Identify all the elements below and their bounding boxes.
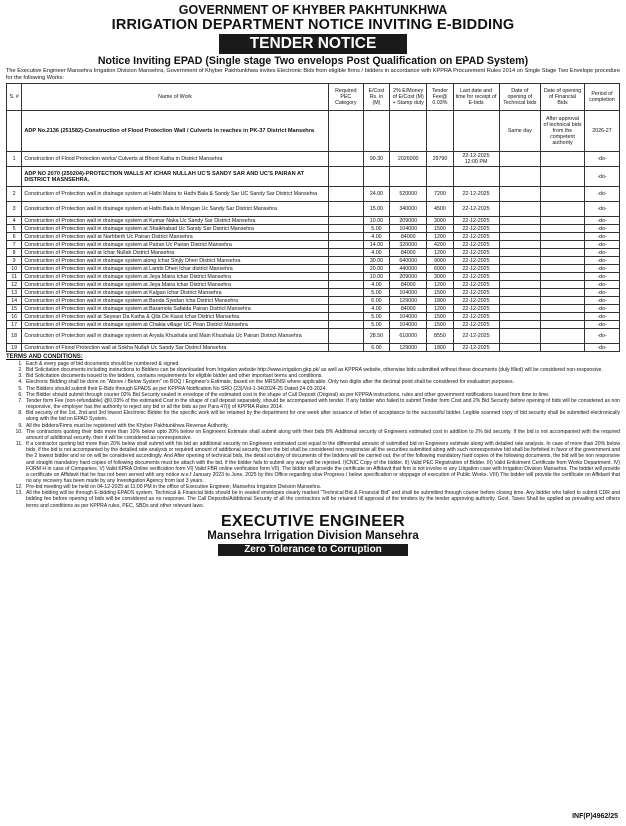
zero-tolerance-banner: Zero Tolerance to Corruption: [218, 544, 408, 556]
column-header: 2% E/Money of E/Cost (M) + Stamp duty: [390, 84, 427, 111]
column-header: Last date and time for receipt of E-bids: [453, 84, 499, 111]
tender-table: [6, 83, 620, 352]
table-header-row: [7, 84, 620, 111]
column-header: Date of opening of Technical bids: [499, 84, 541, 111]
signatory-title: EXECUTIVE ENGINEER: [220, 512, 406, 530]
column-header: Date of opening of Financial Bids: [541, 84, 585, 111]
intro-paragraph: The Executive Engineer Mansehra Irrigation Division Mansehra, Government of Khyber Pakhtunkhwa invites Electronic Bids from eligible firms / bidders in accordance with KPPRA Procurement Rules 2014 on Single Stage Two Envelope procedure for the following Works:: [6, 68, 620, 81]
table-row: 2 Construction of Protection wall in drainage system at Hathi Maira to Hathi Bala & Sandy Sar UC Sandy Sar District Mansehra 24.00 520000 7200 22-12-2025 -do-: [7, 187, 620, 202]
term-item: 9. All the bidders/Firms must be registered with the Khyber Pakhtunkhwa Revenue Authority.: [24, 423, 620, 429]
term-item: 5. The Bidders should submit their E-Bids through EPADS as per KPPRA Notification No SRO (23)/Vol-1-34/2024-25 Dated 24-03-2024.: [24, 386, 620, 392]
table-row: 18 Construction of Protection wall in drainage system at Aryala Khushala and Main Khushala Uc Pairan District Mansehra 28.50 610000 8550 22-12-2025 -do-: [7, 329, 620, 344]
adp-2070-row: ADP NO 2070 (250204)-PROTECTION WALLS AT ICHAR NULLAH UC'S SANDY SAR AND UC'S PAIRAN AT DISTRICT MASNSEHRA. -do-: [7, 167, 620, 187]
column-header: S. #: [7, 84, 22, 111]
completion-period: 2026-27: [584, 111, 619, 152]
table-row: 3 Construction of Protection wall in drainage system at Hathi Bala to Mongan Uc Sandy Sar District Mansehra 15.00 340000 4500 22-12-2025 -do-: [7, 202, 620, 217]
financial-bid-date: After approval of technical bids from the competent authority: [541, 111, 585, 152]
table-row: 8 Construction of Protection wall at Ichar Nullah District Mansehra 4.00 84000 1200 22-12-2025 -do-: [7, 249, 620, 257]
term-item: 2. Bid Solicitation documents including instructions to Bidders can be downloaded from Irrigation website http://www.irrigation.gkp.pk/ as well as KPPRA website, otherwise bids submitted without these documents (duly filled) will be considered non-responsive.: [24, 367, 620, 373]
table-row: 17 Construction of Protection wall in drainage system at Chakia village UC Piran District Mansehra 5.00 104000 1500 22-12-2025 -do-: [7, 321, 620, 329]
govt-title: GOVERNMENT OF KHYBER PAKHTUNKHWA: [178, 3, 448, 17]
table-row: 15 Construction of Protection wall in drainage system at Baramola Safaida Pairan District Mansehra 4.00 84000 1200 22-12-2025 -do-: [7, 305, 620, 313]
table-row: 14 Construction of Protection wall in drainage system at Banda Syedan Icha District Mansehra 6.00 129000 1800 22-12-2025 -do-: [7, 297, 620, 305]
term-item: 4. Electronic Bidding shall be done on "Above / Below System" on BOQ / Engineer's Estimate, based on the MRS/NSI where applicable. Only two digits after the decimal point shall be considered for evaluation purposes.: [24, 379, 620, 385]
term-item: 1. Each & every page of bid documents should be numbered & signed.: [24, 361, 620, 367]
column-header: Period of completion: [584, 84, 619, 111]
table-row: 7 Construction of Protection wall in drainage system at Pairan Uc Pairan District Mansehra 14.00 320000 4200 22-12-2025 -do-: [7, 241, 620, 249]
adp-2136-row: [7, 111, 620, 152]
table-row: 13 Construction of Protection wall in drainage system at Kalgan Ichar District Mansehra 5.00 104000 1500 22-12-2025 -do-: [7, 289, 620, 297]
adp-2136-title: ADP No.2136 (251582)-Construction of Flood Protection Wall / Culverts in reaches in PK-37 District Mansehra: [22, 111, 329, 152]
table-row: 4 Construction of Protection wall in drainage system at Kumar Naka Uc Sandy Sar District Mansehra 10.00 209000 3000 22-12-2025 -do-: [7, 217, 620, 225]
term-item: 12. Pre-bid meeting will be held on 04-12-2025 at 11:00 PM in the office of Executive Engineer, Mansehra Irrigation Division Mansehra.: [24, 484, 620, 490]
table-row: 16 Construction of Protection wall at Seyean Da Katha & Qila De Kassi Ichar District Mansehra 5.00 104000 1500 22-12-2025 -do-: [7, 313, 620, 321]
term-item: 3. Bid Solicitation documents issued to the bidders, contains requirements for eligible bidder and other important terms and conditions.: [24, 373, 620, 379]
terms-heading: TERMS AND CONDITIONS:: [6, 354, 83, 360]
column-header: Tender Fee@ 0.03%: [427, 84, 453, 111]
term-item: 6. The Bidder should submit through courier 02% Bid Security sealed in envelope of the estimated cost in the shape of Call Deposit (Original) as per KPPRA instructions, rules and other government notifications issued from time to time.: [24, 392, 620, 398]
table-body: [7, 111, 620, 352]
table-row: 1 Construction of Flood Protection works/ Culverts at Bhoot Katha in District Mansehra 99.30 2026000 29790 22-12-2025 12:00 PM -do-: [7, 152, 620, 167]
notice-subtitle: Notice Inviting EPAD (Single stage Two envelops Post Qualification on EPAD System): [97, 55, 529, 67]
term-item: 11. If a contractor quoting bid more than 20% below shall submit with his bid an additional security on Engineers estimated cost equal to the differential amount of submitted bid on Engineers estimate along with detailed rate analysis. In case of more than 20% below bids, if the bid is not accompanied by the detailed rate analysis or required amount of additional security, then the bid shall be considered non responsive all the securities submitted along with such nonresponsive bid shall be forfeited in favor of the government and the 2 lowest bidder and so on will be considered accordingly. And After opening of technical bids, the detail scrutiny of documents of the bidders will be carried out, the of the following mandatory hard copies of the following documents, the bid will be non responsive and straight mandatory hard copies of following documents must be attach with the bid, if the bidder fails to submit any way will be rejected. I)CNIC Copy of the bidder. II) Valid PEC Registration of Bidder. III) Valid Enlistment Certificate from Works Department. IV) FORM H in case of Companies. V) Valid KPRA Online verification form VI) Valid FBR online verification form VII). The bidder will provide the certificate on Affidavit that firm is not involve in any Litigation case with Irrigation Division Mansehra. The bidder will provide a certificate on Affidavit that he has not been served with any notice w.e.f January 2023 to June, 2025 by this Office regarding slow Progress / below specification or stoppage of execution of Public Works. VIII) The bidder will provide the certificate on Affidavit that no any recovery has been made by any Investigation Agency from last 3 years.: [24, 441, 620, 484]
column-header: Name of Work: [22, 84, 329, 111]
term-item: 8. Bid security of the 1st, 2nd and 3rd lowest Electronic Bidder for the specific work will be retained by the department for one week after issuance of letter of acceptance to the successful bidder. Legible scanned copy of bid security shall be submitted electronically along with the bid on EPAD System.: [24, 410, 620, 422]
term-item: 7. Tender form Fee (non-refundable) @0.03% of the estimated Cost in the shape of call deposit separately, should be accompanied with tender. If any bidder who failed to submit Tender form Cost and 2% Bid Security before opening of bids will be considered as non responsive, the employer has the authority to reject any bid or all the bids as per Para 47(i) of KPPRA Rules 2014.: [24, 398, 620, 410]
term-item: 13. All the bidding will be through E-bidding EPADS system. Technical & Financial bids should be in sealed envelopes clearly marked "Technical Bid & Financial Bid" and shall be submitted through courier before closing time. Any bidder who failed to submit CDR and bidding fee before opening of bids will be considered as no response. The Call Deposits/Additional Security of all the contractors will be retained till approval of the tenders by the tender approving authority. Govt. Taxes Shall be applied as prevailing and others terms and conditions as per KPPRA rules, PEC, SBDs and other relevant laws.: [24, 490, 620, 508]
tender-notice-banner: TENDER NOTICE: [219, 34, 407, 54]
term-item: 10. The contractors quoting their bids more than 10% below upto 20% below on Engineers Estimate shall submit along with their bids 8% Additional security of Engineers estimated cost in addition to 2% bid security. If the bid is not accompanied with the required amount of additional security, then it will be considered as nonresponsive.: [24, 429, 620, 441]
adp-2070-title: ADP NO 2070 (250204)-PROTECTION WALLS AT ICHAR NULLAH UC'S SANDY SAR AND UC'S PAIRAN AT DISTRICT MASNSEHRA.: [22, 167, 329, 187]
table-row: 9 Construction of Protection wall in drainage system along Ichar Sinjly Dheri District Mansehra 30.00 640000 9000 22-12-2025 -do-: [7, 257, 620, 265]
table-row: 6 Construction of Protection wall at Narhberh Uc Pairan District Mansehra 4.00 84000 1200 22-12-2025 -do-: [7, 233, 620, 241]
table-row: 10 Construction of Protection wall in drainage system at Lambi Dheri Ichar district Mansehra 20.00 440000 6000 22-12-2025 -do-: [7, 265, 620, 273]
department-title: IRRIGATION DEPARTMENT NOTICE INVITING E-BIDDING: [111, 17, 515, 33]
inf-reference: INF(P)4962/25: [572, 813, 618, 820]
table-row: 12 Construction of Protection wall in drainage system at Jeya Maira Ichar District Mansehra 4.00 84000 1200 22-12-2025 -do-: [7, 281, 620, 289]
column-header: Required PEC Category: [328, 84, 363, 111]
signatory-division: Mansehra Irrigation Division Mansehra: [207, 529, 419, 542]
table-row: 19 Construction of Flood Protection wall at Sokha Nullah Uc Sandy Sar District Mansehra 6.00 129000 1800 22-12-2025 -do-: [7, 344, 620, 352]
table-row: 5 Construction of Protection wall in drainage system at Shaikhabad Uc Sandy Sar District Mansehra 5.00 104000 1500 22-12-2025 -do-: [7, 225, 620, 233]
table-row: 11 Construction of Protection wall in drainage system at Jeya Maira Ichar District Mansehra 10.00 209000 3000 22-12-2025 -do-: [7, 273, 620, 281]
tech-bid-date: Same day: [499, 111, 541, 152]
terms-list: [6, 361, 620, 509]
column-header: E/Cost Rs. in (M): [363, 84, 389, 111]
